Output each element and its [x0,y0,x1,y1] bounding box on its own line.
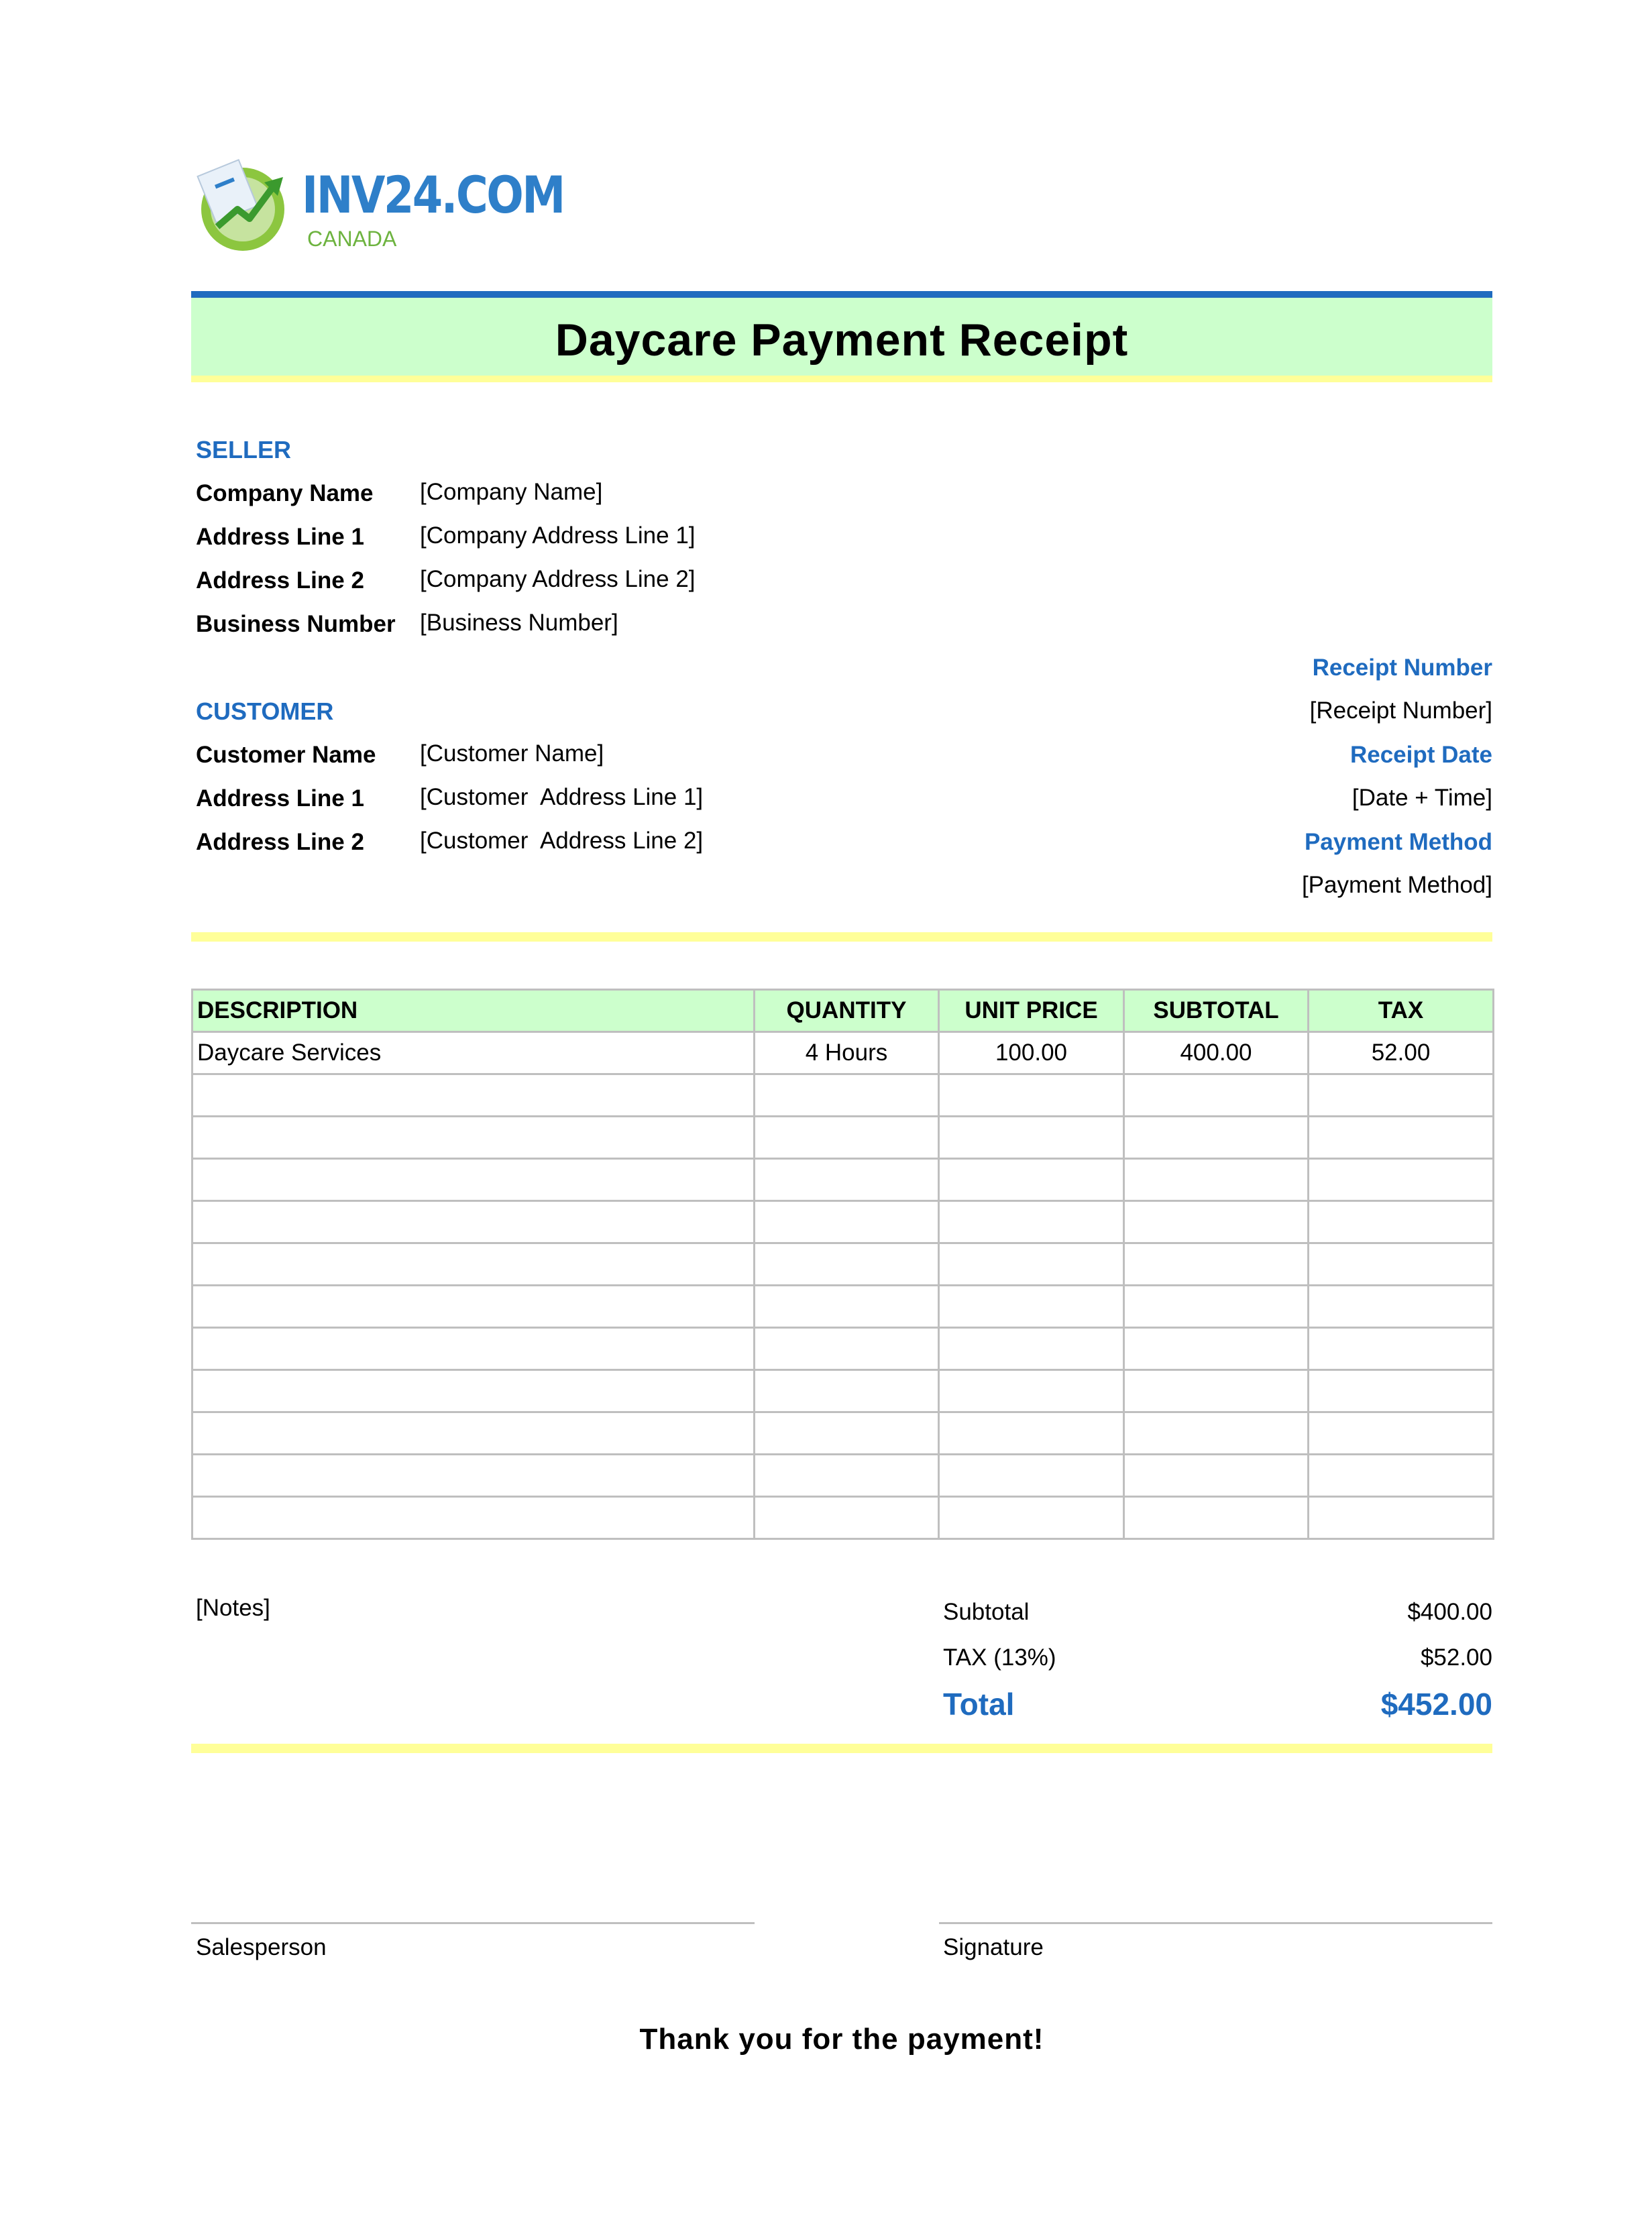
column-header-tax: TAX [1309,990,1494,1032]
cell-description [192,1286,755,1328]
cell-subtotal: 400.00 [1124,1032,1309,1074]
cell-description [192,1412,755,1455]
cell-subtotal [1124,1243,1309,1286]
cell-tax [1309,1497,1494,1539]
cell-description [192,1117,755,1159]
table-header-row [192,990,1494,1032]
total-label: Total [943,1687,1015,1722]
separator-upper [191,932,1492,942]
seller-business-number-label: Business Number [196,611,396,637]
cell-subtotal [1124,1074,1309,1117]
cell-unit-price [939,1370,1124,1412]
table-row [192,1370,1494,1412]
cell-quantity: 4 Hours [755,1032,939,1074]
cell-subtotal [1124,1455,1309,1497]
seller-address1-label: Address Line 1 [196,524,364,550]
cell-description [192,1328,755,1370]
column-header-subtotal: SUBTOTAL [1124,990,1309,1032]
receipt-date-label: Receipt Date [1350,742,1492,768]
tax-label: TAX (13%) [943,1644,1056,1671]
receipt-number-value: [Receipt Number] [1309,697,1492,724]
table-row [192,1243,1494,1286]
signature-line [939,1922,1492,1924]
cell-quantity [755,1201,939,1243]
cell-subtotal [1124,1117,1309,1159]
cell-subtotal [1124,1328,1309,1370]
cell-subtotal [1124,1286,1309,1328]
cell-unit-price [939,1074,1124,1117]
cell-quantity [755,1074,939,1117]
receipt-date-value: [Date + Time] [1352,785,1492,811]
cell-tax [1309,1412,1494,1455]
cell-quantity [755,1455,939,1497]
table-row [192,1328,1494,1370]
cell-description [192,1201,755,1243]
cell-subtotal [1124,1201,1309,1243]
customer-name-label: Customer Name [196,742,376,768]
cell-unit-price [939,1412,1124,1455]
customer-heading: CUSTOMER [196,697,334,725]
cell-subtotal [1124,1412,1309,1455]
subtotal-label: Subtotal [943,1599,1030,1625]
salesperson-label: Salesperson [196,1934,327,1960]
table-row [192,1117,1494,1159]
table-row [192,1497,1494,1539]
company-logo [195,154,564,255]
total-value: $452.00 [1380,1687,1492,1722]
title-bottom-rule [191,376,1492,382]
customer-name-value: [Customer Name] [420,740,604,767]
cell-description [192,1074,755,1117]
column-header-unit-price: UNIT PRICE [939,990,1124,1032]
seller-address2-value: [Company Address Line 2] [420,566,696,592]
line-items-table [191,989,1494,1540]
seller-business-number-value: [Business Number] [420,610,618,636]
tax-value: $52.00 [1420,1644,1492,1671]
logo-icon [195,154,295,255]
thank-you-message: Thank you for the payment! [639,2023,1044,2056]
seller-address1-value: [Company Address Line 1] [420,522,696,549]
cell-quantity [755,1286,939,1328]
cell-tax [1309,1074,1494,1117]
cell-description [192,1243,755,1286]
customer-address2-label: Address Line 2 [196,829,364,855]
cell-unit-price [939,1159,1124,1201]
cell-quantity [755,1159,939,1201]
payment-method-label: Payment Method [1304,829,1492,855]
page-title: Daycare Payment Receipt [555,315,1129,366]
cell-tax [1309,1370,1494,1412]
cell-quantity [755,1328,939,1370]
cell-unit-price [939,1286,1124,1328]
logo-region: CANADA [307,227,397,251]
cell-tax [1309,1328,1494,1370]
table-row [192,1286,1494,1328]
cell-subtotal [1124,1370,1309,1412]
seller-address2-label: Address Line 2 [196,567,364,594]
notes-text: [Notes] [196,1595,270,1621]
column-header-description: DESCRIPTION [192,990,755,1032]
logo-brand: INV24.COM [302,165,564,225]
cell-tax [1309,1286,1494,1328]
receipt-number-label: Receipt Number [1312,655,1492,681]
customer-address2-value: [Customer Address Line 2] [420,828,704,854]
cell-quantity [755,1412,939,1455]
cell-subtotal [1124,1159,1309,1201]
cell-unit-price [939,1201,1124,1243]
customer-address1-label: Address Line 1 [196,785,364,811]
cell-tax: 52.00 [1309,1032,1494,1074]
table-row [192,1455,1494,1497]
table-row [192,1074,1494,1117]
cell-description [192,1455,755,1497]
table-row [192,1159,1494,1201]
cell-unit-price [939,1117,1124,1159]
cell-tax [1309,1455,1494,1497]
cell-quantity [755,1497,939,1539]
salesperson-line [191,1922,755,1924]
cell-tax [1309,1117,1494,1159]
cell-description: Daycare Services [192,1032,755,1074]
cell-description [192,1159,755,1201]
cell-unit-price [939,1497,1124,1539]
payment-method-value: [Payment Method] [1301,872,1492,898]
subtotal-value: $400.00 [1407,1599,1492,1625]
cell-quantity [755,1370,939,1412]
table-row [192,1032,1494,1074]
customer-address1-value: [Customer Address Line 1] [420,784,704,810]
seller-company-value: [Company Name] [420,479,603,505]
cell-description [192,1497,755,1539]
table-row [192,1201,1494,1243]
cell-tax [1309,1201,1494,1243]
cell-tax [1309,1243,1494,1286]
title-top-rule [191,291,1492,298]
cell-quantity [755,1243,939,1286]
cell-subtotal [1124,1497,1309,1539]
cell-unit-price [939,1328,1124,1370]
cell-unit-price [939,1243,1124,1286]
seller-company-label: Company Name [196,480,374,506]
separator-lower [191,1744,1492,1753]
cell-unit-price: 100.00 [939,1032,1124,1074]
signature-label: Signature [943,1934,1044,1960]
column-header-quantity: QUANTITY [755,990,939,1032]
cell-unit-price [939,1455,1124,1497]
table-row [192,1412,1494,1455]
cell-tax [1309,1159,1494,1201]
cell-quantity [755,1117,939,1159]
cell-description [192,1370,755,1412]
seller-heading: SELLER [196,436,292,463]
